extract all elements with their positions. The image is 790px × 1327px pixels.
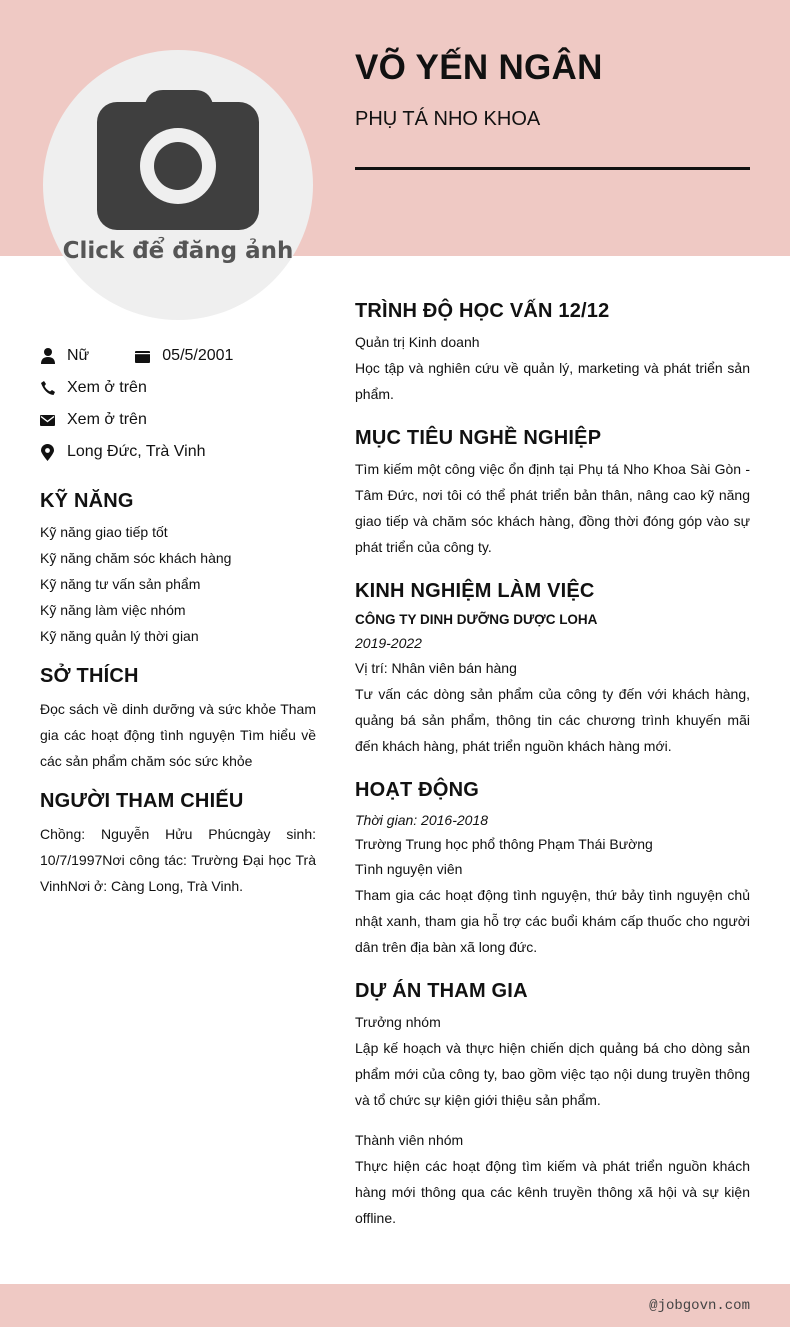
email-row: [40, 404, 316, 436]
phone-icon: [40, 381, 55, 396]
phone-row: [40, 372, 316, 404]
education-description: Học tập và nghiên cứu về quản lý, marketing và phát triển sản phẩm.: [355, 360, 750, 402]
objective-text: Tìm kiếm một công việc ổn định tại Phụ tá Nho Khoa Sài Gòn - Tâm Đức, nơi tôi có thể phát triển bản thân, nâng cao kỹ năng giao tiếp và chăm sóc khách hàng, đồng thời đóng góp vào sự phát triển của công ty.: [355, 461, 750, 555]
skill-item: Kỹ năng tư vấn sản phẩm: [40, 576, 201, 592]
activities-organization: Trường Trung học phổ thông Phạm Thái Bường: [355, 836, 653, 852]
experience-period: 2019-2022: [355, 635, 422, 651]
objective-heading: MỤC TIÊU NGHỀ NGHIỆP: [355, 427, 602, 449]
address-value: Long Đức, Trà Vinh: [67, 443, 206, 460]
activities-section: [355, 779, 750, 960]
project-role: Trưởng nhóm: [355, 1014, 441, 1030]
project-role: Thành viên nhóm: [355, 1132, 464, 1148]
address-row: [40, 436, 316, 468]
objective-section: [355, 427, 750, 560]
activities-description: Tham gia các hoạt động tình nguyện, thứ bảy tình nguyện chủ nhật xanh, tham gia hỗ trợ các buổi khám cấp thuốc cho người dân trên địa bàn xã long đức.: [355, 887, 750, 955]
project-description: Thực hiện các hoạt động tìm kiếm và phát triển nguồn khách hàng mới thông qua các kênh truyền thông xã hội và sự kiện offline.: [355, 1158, 750, 1226]
gender-value: Nữ: [67, 347, 90, 364]
footer-watermark: @jobgovn.com: [649, 1298, 750, 1314]
experience-description: Tư vấn các dòng sản phẩm của công ty đến với khách hàng, quảng bá sản phẩm, thông tin các chương trình khuyến mãi đến khách hàng, phát triển nguồn khách hàng mới.: [355, 686, 750, 754]
projects-heading: DỰ ÁN THAM GIA: [355, 980, 528, 1002]
photo-upload[interactable]: [43, 50, 313, 320]
references-heading: NGƯỜI THAM CHIẾU: [40, 790, 244, 812]
skills-heading: KỸ NĂNG: [40, 490, 134, 512]
gender-birthdate-row: [40, 340, 316, 372]
birthdate-value: 05/5/2001: [162, 347, 234, 364]
project-item: [355, 1127, 750, 1231]
photo-upload-label: Click để đăng ảnh: [62, 238, 294, 264]
skill-item: Kỹ năng làm việc nhóm: [40, 602, 186, 618]
birthdate-item: [135, 347, 233, 365]
experience-position: Vị trí: Nhân viên bán hàng: [355, 660, 517, 676]
education-heading: TRÌNH ĐỘ HỌC VẤN 12/12: [355, 300, 610, 322]
email-icon: [40, 413, 55, 428]
references-text: Chồng: Nguyễn Hửu Phúcngày sinh: 10/7/1997Nơi công tác: Trường Đại học Trà VinhNơi ở: Càng Long, Trà Vinh.: [40, 826, 316, 894]
skill-item: Kỹ năng chăm sóc khách hàng: [40, 550, 232, 566]
activities-period: Thời gian: 2016-2018: [355, 812, 488, 828]
email-value: Xem ở trên: [67, 411, 147, 428]
skill-item: Kỹ năng quản lý thời gian: [40, 628, 199, 644]
education-major: Quản trị Kinh doanh: [355, 334, 480, 350]
activities-role: Tình nguyện viên: [355, 861, 463, 877]
skills-list: [40, 519, 316, 649]
activities-heading: HOẠT ĐỘNG: [355, 779, 480, 801]
experience-company: CÔNG TY DINH DƯỠNG DƯỢC LOHA: [355, 612, 598, 627]
education-section: [355, 300, 750, 407]
job-title: PHỤ TÁ NHO KHOA: [355, 108, 541, 130]
location-pin-icon: [40, 445, 55, 460]
experience-heading: KINH NGHIỆM LÀM VIỆC: [355, 580, 595, 602]
candidate-name: VÕ YẾN NGÂN: [355, 48, 603, 87]
calendar-icon: [135, 349, 150, 364]
hobbies-text: Đọc sách về dinh dưỡng và sức khỏe Tham gia các hoạt động tình nguyện Tìm hiểu về các sản phẩm chăm sóc sức khỏe: [40, 701, 316, 769]
phone-value: Xem ở trên: [67, 379, 147, 396]
projects-section: [355, 980, 750, 1231]
title-divider: [355, 167, 750, 170]
left-column: [40, 340, 316, 899]
experience-section: [355, 580, 750, 759]
gender-item: [40, 347, 89, 365]
camera-icon: [97, 90, 259, 232]
person-icon: [40, 349, 55, 364]
project-description: Lập kế hoạch và thực hiện chiến dịch quảng bá cho dòng sản phẩm mới của công ty, bao gồm việc tạo nội dung truyền thông và tổ chức sự kiện giới thiệu sản phẩm.: [355, 1040, 750, 1108]
project-item: [355, 1009, 750, 1113]
skill-item: Kỹ năng giao tiếp tốt: [40, 524, 168, 540]
right-column: [355, 300, 750, 1231]
hobbies-heading: SỞ THÍCH: [40, 665, 139, 687]
